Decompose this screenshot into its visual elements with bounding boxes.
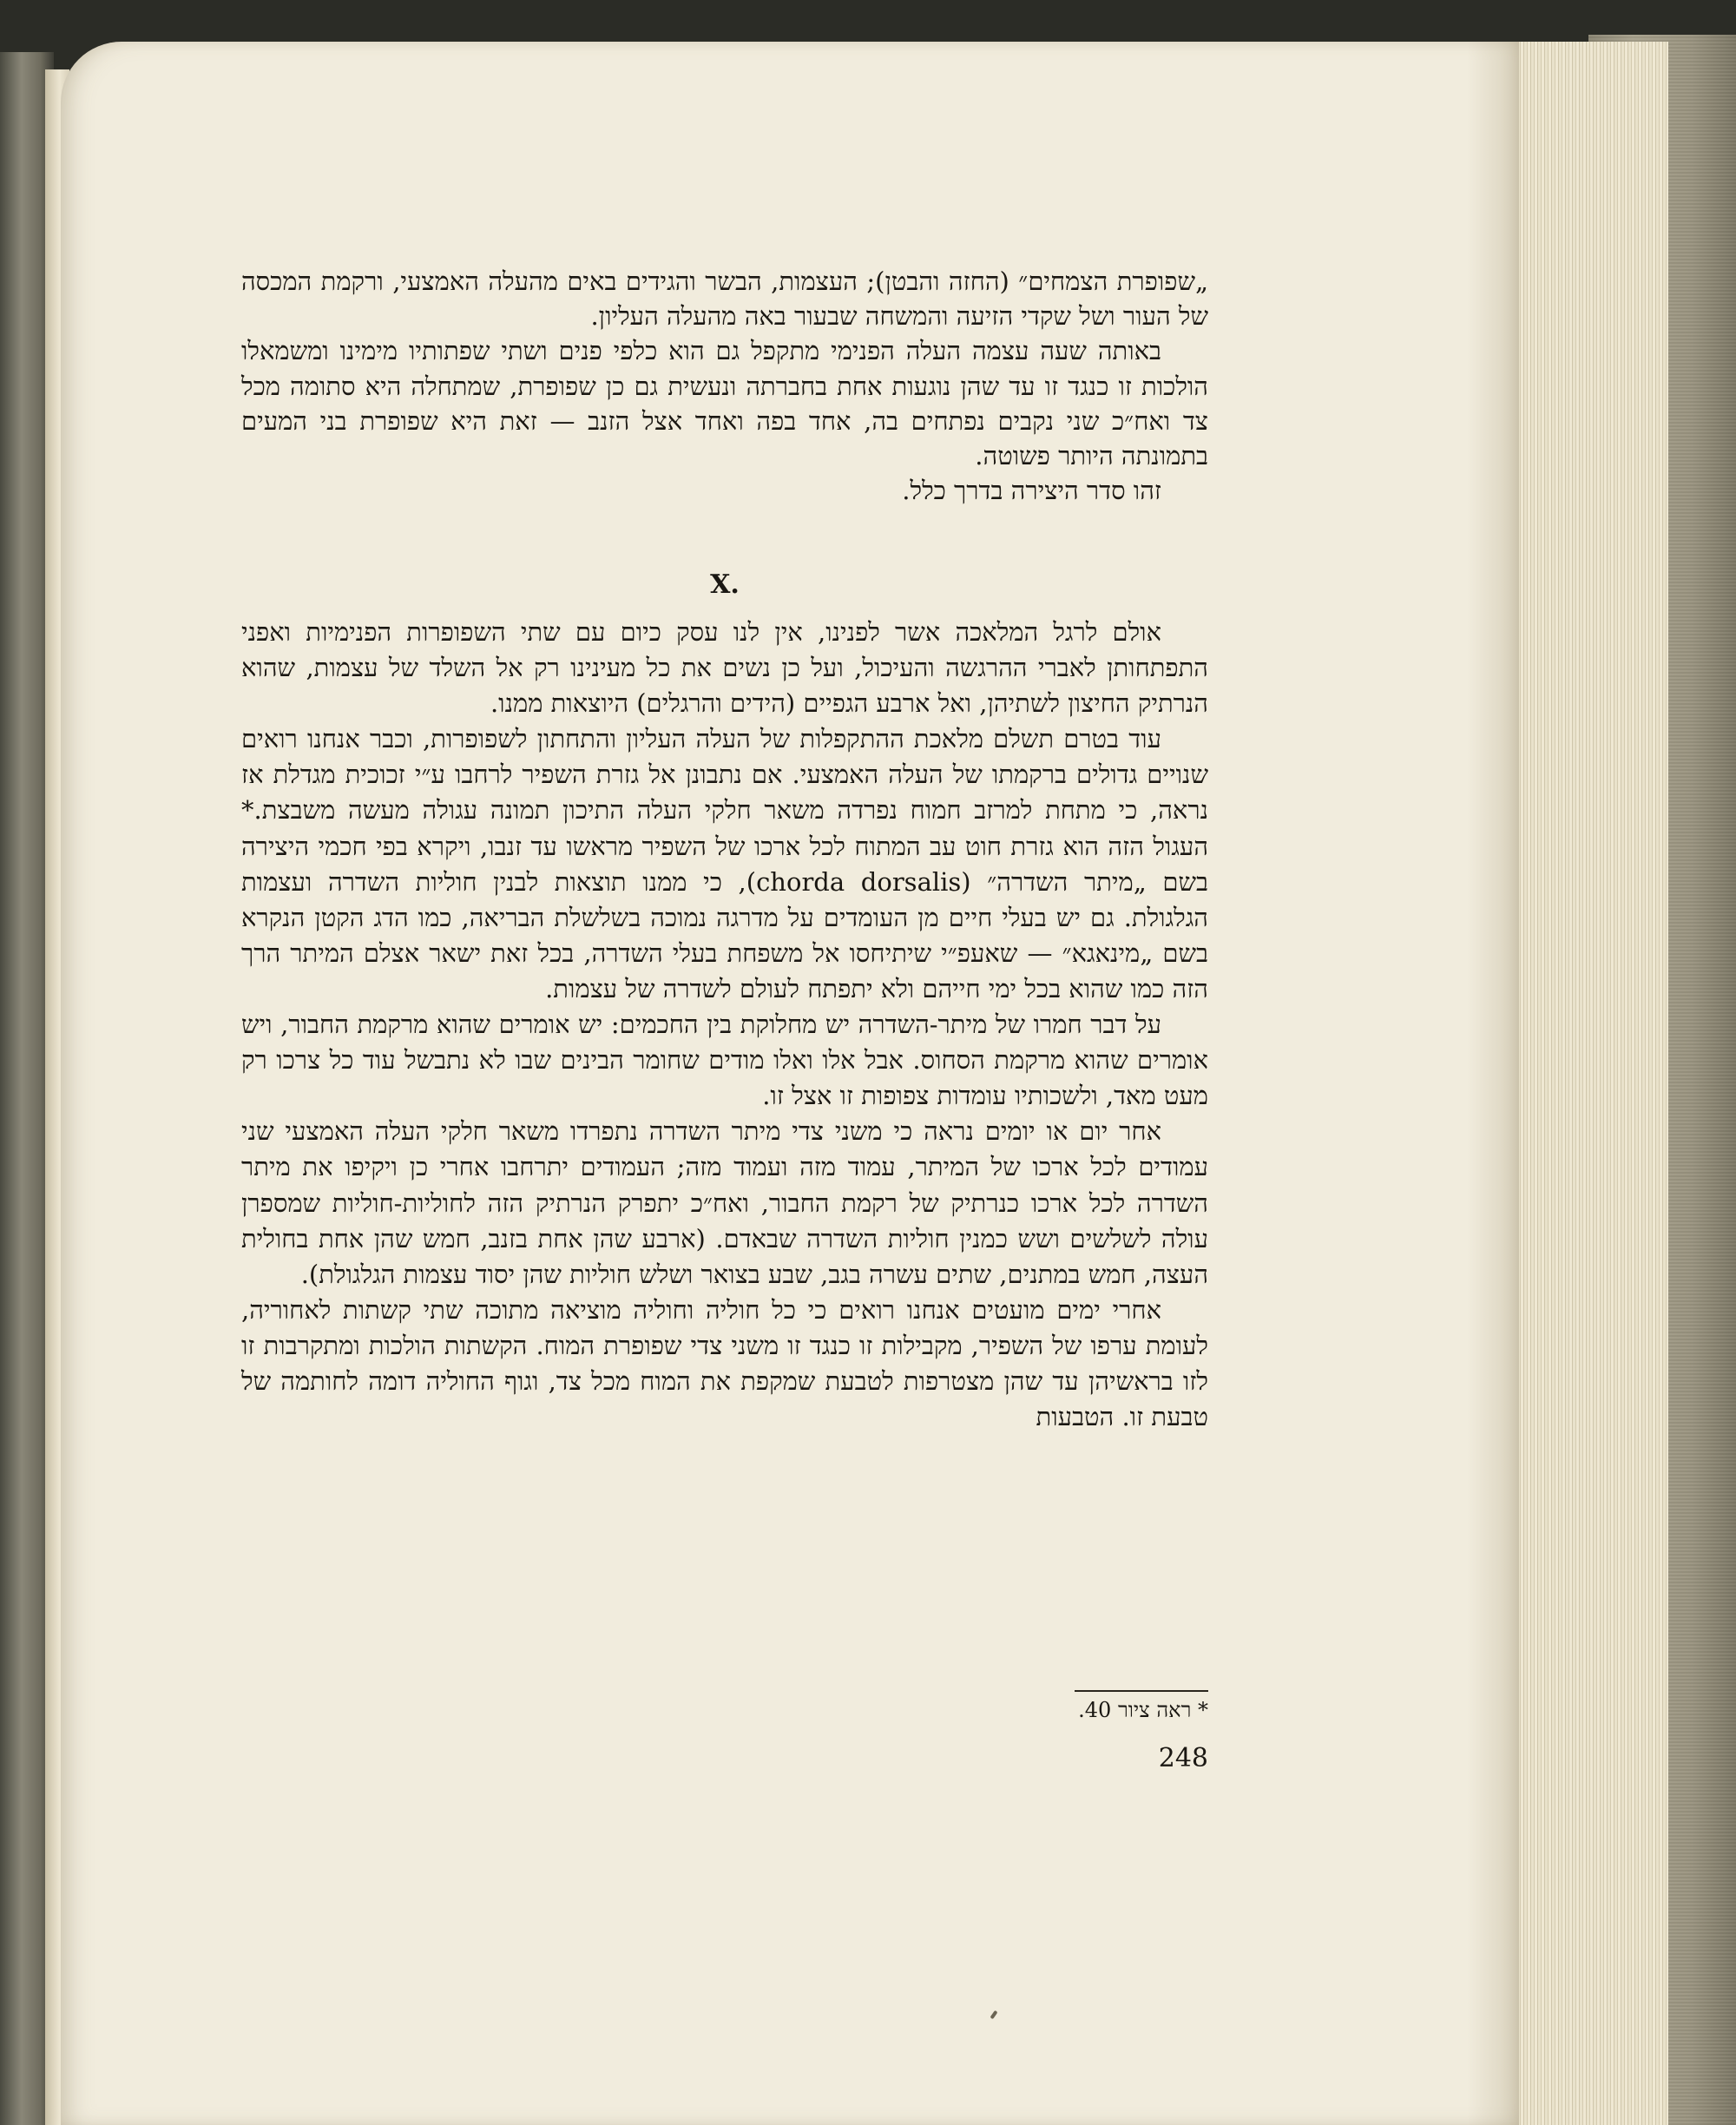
paragraph: אחרי ימים מועטים אנחנו רואים כי כל חוליה וחוליה מוציאה מתוכה שתי קשתות לאחוריה, לעומת ערפו של השפיר, מקבילות זו כנגד זו משני צדי שפופרת המוח. הקשתות הולכות ומתקרבות זו לזו בראשיהן עד שהן מצטרפות לטבעת שמקפת את המוח מכל צד, וגוף החוליה דומה לחותמה של טבעת זו. הטבעות [241, 1294, 1208, 1432]
footnote-rule [1075, 1690, 1208, 1692]
footnote: * ראה ציור 40. [1078, 1698, 1208, 1722]
book-page [61, 42, 1519, 2125]
paragraph: אולם לרגל המלאכה אשר לפנינו, אין לנו עסק כיום עם שתי השפופרות הפנימיות ואפני התפתחותן לאברי ההרגשה והעיכול, ועל כן נשים את כל מעינינו רק אל השלד של עצמות, שהוא הנרתיק החיצון לשתיהן, ואל ארבע הגפיים (הידים והרגלים) היוצאות ממנו. [241, 617, 1208, 719]
paragraph: „שפופרת הצמחים״ (החזה והבטן); העצמות, הבשר והגידים באים מהעלה האמצעי, ורקמת המכסה של העור ושל שקדי הזיעה והמשחה שבעור באה מהעלה העליון. [241, 266, 1208, 332]
page-number: 248 [1158, 1743, 1208, 1773]
section-heading: X. [710, 569, 740, 600]
paragraph: באותה שעה עצמה העלה הפנימי מתקפל גם הוא כלפי פנים ושתי שפתותיו מימינו ומשמאלו הולכות זו כנגד זו עד שהן נוגעות אחת בחברתה ונעשית גם כן שפופרת, שמתחלה היא סתומה מכל צד ואח״כ שני נקבים נפתחים בה, אחד בפה ואחד אצל הזנב — זאת היא שפופרת בני המעים בתמונתה היותר פשוטה. [241, 336, 1208, 471]
paragraph: אחר יום או יומים נראה כי משני צדי מיתר השדרה נתפרדו משאר חלקי העלה האמצעי שני עמודים לכל ארכו של המיתר, עמוד מזה ועמוד מזה; העמודים יתרחבו אחרי כן ויקיפו את מיתר השדרה לכל ארכו כנרתיק של רקמת החבור, ואח״כ יתפרק הנרתיק הזה לחוליות-חוליות שמספרן עולה לשלשים ושש כמנין חוליות השדרה שבאדם. (ארבע שהן אחת בזנב, חמש שהן אחת בחולית העצה, חמש במתנים, שתים עשרה בגב, שבע בצואר ושלש חוליות שהן יסוד עצמות הגלגולת). [241, 1116, 1208, 1289]
paragraph: עוד בטרם תשלם מלאכת ההתקפלות של העלה העליון והתחתון לשפופרות, וכבר אנחנו רואים שנויים גדולים ברקמתו של העלה האמצעי. אם נתבונן אל גזרת השפיר לרחבו ע״י זכוכית מגדלת אז נראה, כי מתחת למרזב חמוח נפרדה משאר חלקי העלה התיכון תמונה עגולה מעשה משבצת.* העגול הזה הוא גזרת חוט עב המתוח לכל ארכו של השפיר מראשו עד זנבו, ויקרא בפי חכמי היצירה בשם „מיתר השדרה״ (chorda dorsalis), כי ממנו תוצאות לבנין חוליות השדרה ועצמות הגלגולת. גם יש בעלי חיים מן העומדים על מדרגה נמוכה בשלשלת הבריאה, כמו הדג הקטן הנקרא בשם „מינאגא״ — שאעפ״י שיתיחסו אל משפחת בעלי השדרה, בכל זאת ישאר אצלם המיתר הרך הזה כמו שהוא בכל ימי חייהם ולא יתפתח לעולם לשדרה של עצמות. [241, 724, 1208, 1003]
top-text-block [241, 264, 1208, 508]
paragraph: זהו סדר היצירה בדרך כלל. [902, 476, 1161, 506]
paragraph: על דבר חמרו של מיתר-השדרה יש מחלוקת בין החכמים: יש אומרים שהוא מרקמת החבור, ויש אומרים שהוא מרקמת הסחוס. אבל אלו ואלו מודים שחומר הבינים שבו לא נתבשל עוד כל צרכו רק מעט מאד, ולשכותיו עומדות צפופות זו אצל זו. [241, 1010, 1208, 1111]
ink-speck [990, 2010, 997, 2019]
main-text-block [241, 615, 1208, 1435]
